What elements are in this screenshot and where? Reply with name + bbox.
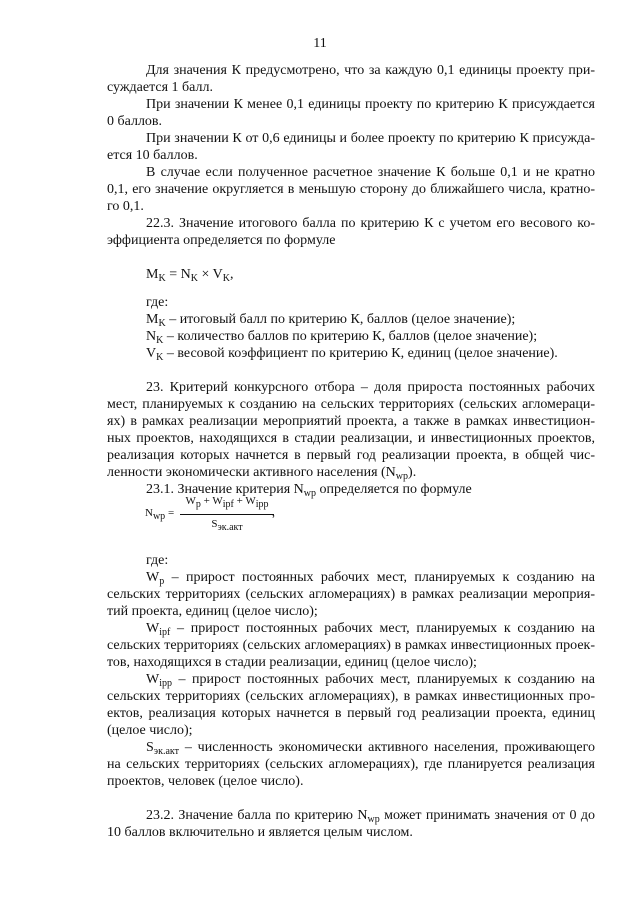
paragraph-line: При значении К от 0,6 единицы и более проекту по критерию К присужда- [146,131,595,146]
definition-wipf: $W_{ipf}$ – прирост постоянных рабочих мест, планируемых к созданию на [146,621,595,638]
formula-mk: $M_K = N_K \times V_K$, [146,267,234,284]
paragraph-line: 23.2. Значение балла по критерию $N_{wp}$ может принимать значения от 0 до [146,808,595,825]
paragraph-line: 10 баллов включительно и является целым числом. [107,825,413,840]
paragraph-line: (целое число); [107,723,193,738]
paragraph-line: ленности экономически активного населения $(N_{wp})$. [107,465,417,482]
paragraph-line: 23.1. Значение критерия $N_{wp}$ определяется по формуле [146,482,472,499]
formula-nwp-lhs: Nwp = [145,507,175,522]
where-label: где: [146,295,169,310]
paragraph-line: тий проекта, единиц (целое число); [107,604,318,619]
paragraph-line: сельских территориях (сельских агломерациях), в рамках инвестиционных про- [107,689,595,704]
paragraph-line: 23. Критерий конкурсного отбора – доля прироста постоянных рабочих [146,380,595,395]
where-label: где: [146,553,169,568]
definition-vk: $V_K$ – весовой коэффициент по критерию К, единиц (целое значение). [146,346,558,363]
paragraph-line: проектов, человек (целое число). [107,774,304,789]
paragraph-line: го 0,1. [107,199,144,214]
paragraph-line: 22.3. Значение итогового балла по критерию К с учетом его весового ко- [146,216,595,231]
definition-wipp: $W_{ipp}$ – прирост постоянных рабочих мест, планируемых к созданию на [146,672,595,689]
paragraph-line: эффициента определяется по формуле [107,233,336,248]
fraction-bar [180,514,274,515]
definition-s: $S_{эк.акт}$ – численность экономически активного населения, проживающего [146,740,595,757]
paragraph-line: мест, планируемых к созданию на сельских территориях (сельских агломераци- [107,397,595,412]
paragraph-line: 0 баллов. [107,114,163,129]
formula-nwp-denominator: Sэк.акт [211,518,243,533]
paragraph-line: Для значения К предусмотрено, что за каждую 0,1 единицы проекту при- [146,63,595,78]
paragraph-line: реализация которых начнется в первый год реализации проекта, в общей чис- [107,448,595,463]
paragraph-line: сельских территориях (сельских агломерациях) в рамках реализации мероприя- [107,587,595,602]
paragraph-line: ектов, реализация которых начнется в первый год реализации проекта, единиц [107,706,595,721]
paragraph-line: на сельских территориях (сельских агломерациях), где планируется реализация [107,757,595,772]
definition-wp: $W_p$ – прирост постоянных рабочих мест, планируемых к созданию на [146,570,595,587]
definition-nk: $N_K$ – количество баллов по критерию К, баллов (целое значение); [146,329,538,346]
page-number: 11 [313,36,327,51]
paragraph-line: 0,1, его значение округляется в меньшую сторону до ближайшего числа, кратно- [107,182,595,197]
paragraph-line: При значении К менее 0,1 единицы проекту по критерию К присуждается [146,97,595,112]
paragraph-line: ется 10 баллов. [107,148,198,163]
paragraph-line: ных проектов, находящихся в стадии реализации, и инвестиционных проектов, [107,431,595,446]
paragraph-line: тов, находящихся в стадии реализации, единиц (целое число); [107,655,477,670]
definition-mk: $M_K$ – итоговый балл по критерию К, баллов (целое значение); [146,312,516,329]
formula-nwp-numerator: Wp + Wipf + Wipp [185,495,269,510]
paragraph-line: В случае если полученное расчетное значение К больше 0,1 и не кратно [146,165,595,180]
paragraph-line: ях) в рамках реализации мероприятий проекта, а также в рамках инвестицион- [107,414,595,429]
paragraph-line: суждается 1 балл. [107,80,213,95]
paragraph-line: сельских территориях (сельских агломерациях) в рамках инвестиционных проек- [107,638,595,653]
formula-comma: , [272,505,275,519]
